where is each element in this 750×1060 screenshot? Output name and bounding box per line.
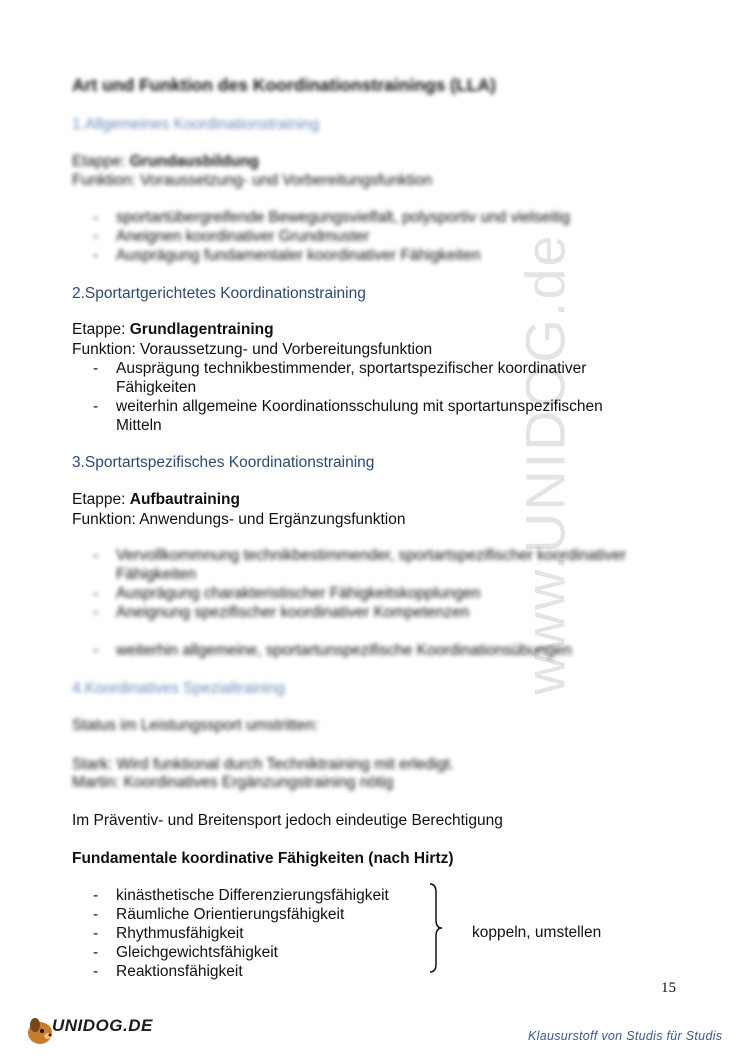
list-item-continuation (72, 416, 603, 435)
section-3-funktion: Funktion: Anwendungs- und Ergänzungsfunktion (72, 511, 406, 528)
list-item: - Ausprägung technikbestimmender, sportartspezifischer koordinativer (72, 359, 603, 378)
etappe-label: Etappe: (72, 153, 130, 170)
section-4-title: 4.Koordinatives Spezialtraining (72, 680, 285, 697)
curly-brace-icon (428, 882, 448, 974)
etappe-label: Etappe: (72, 321, 130, 338)
list-item-continuation-text: Fähigkeiten (116, 379, 197, 396)
section-3-list (72, 546, 626, 622)
section-3-list-extra (72, 641, 572, 660)
list-item: - Ausprägung fundamentaler koordinativer Fähigkeiten (72, 246, 570, 265)
section-2-title: 2.Sportartgerichtetes Koordinationstraining (72, 285, 366, 302)
section-4-status: Status im Leistungssport umstritten: (72, 717, 319, 734)
list-item-continuation (72, 378, 603, 397)
list-item: - weiterhin allgemeine, sportartunspezifische Koordinationsübungen (72, 641, 572, 660)
watermark: www.UNIDOG.de (513, 233, 577, 695)
fundamental-heading: Fundamentale koordinative Fähigkeiten (nach Hirtz) (72, 850, 454, 867)
section-1-etappe (72, 152, 259, 171)
logo-text: UNIDOG.DE (52, 1016, 153, 1035)
page-number: 15 (661, 980, 676, 996)
page-heading: Art und Funktion des Koordinationstrainings (LLA) (72, 75, 496, 95)
list-item: - Gleichgewichtsfähigkeit (72, 943, 389, 962)
list-item: - Aneignen koordinativer Grundmuster (72, 227, 570, 246)
etappe-label: Etappe: (72, 491, 130, 508)
section-4-line-1: Stark: Wird funktional durch Techniktraining mit erledigt. (72, 756, 455, 773)
list-item: - kinästhetische Differenzierungsfähigkeit (72, 886, 389, 905)
etappe-value: Aufbautraining (129, 491, 240, 508)
brace-annotation: koppeln, umstellen (472, 924, 602, 941)
list-item: - sportartübergreifende Bewegungsvielfalt, polysportiv und vielseitig (72, 208, 570, 227)
section-3-etappe (72, 490, 240, 509)
list-item: - Rhythmusfähigkeit (72, 924, 389, 943)
fundamental-list (72, 886, 389, 981)
section-2-etappe (72, 320, 274, 339)
list-item-continuation (72, 565, 626, 584)
section-2-list (72, 359, 603, 435)
list-item: - Ausprägung charakteristischer Fähigkeitskopplungen (72, 584, 626, 603)
list-item: - Räumliche Orientierungsfähigkeit (72, 905, 389, 924)
list-item-continuation-text: Fähigkeiten (116, 566, 197, 583)
section-1-funktion: Funktion: Voraussetzung- und Vorbereitungsfunktion (72, 172, 433, 189)
list-item: - weiterhin allgemeine Koordinationsschulung mit sportartunspezifischen (72, 397, 603, 416)
list-item: - Vervollkommnung technikbestimmender, sportartspezifischer koordinativer (72, 546, 626, 565)
footer-tagline: Klausurstoff von Studis für Studis (528, 1029, 723, 1043)
section-2-funktion: Funktion: Voraussetzung- und Vorbereitungsfunktion (72, 341, 433, 358)
list-item: - Aneignung spezifischer koordinativer Kompetenzen (72, 603, 626, 622)
etappe-value: Grundlagentraining (129, 321, 274, 338)
section-1-list (72, 208, 570, 265)
section-3-title: 3.Sportartspezifisches Koordinationstraining (72, 454, 375, 471)
praeventiv-line: Im Präventiv- und Breitensport jedoch eindeutige Berechtigung (72, 812, 503, 829)
section-4-line-2: Martin: Koordinatives Ergänzungstraining nötig (72, 774, 394, 791)
section-1-title: 1.Allgemeines Koordinationstraining (72, 116, 320, 133)
etappe-value: Grundausbildung (129, 153, 259, 170)
list-item-continuation-text: Mitteln (116, 417, 162, 434)
list-item: - Reaktionsfähigkeit (72, 962, 389, 981)
